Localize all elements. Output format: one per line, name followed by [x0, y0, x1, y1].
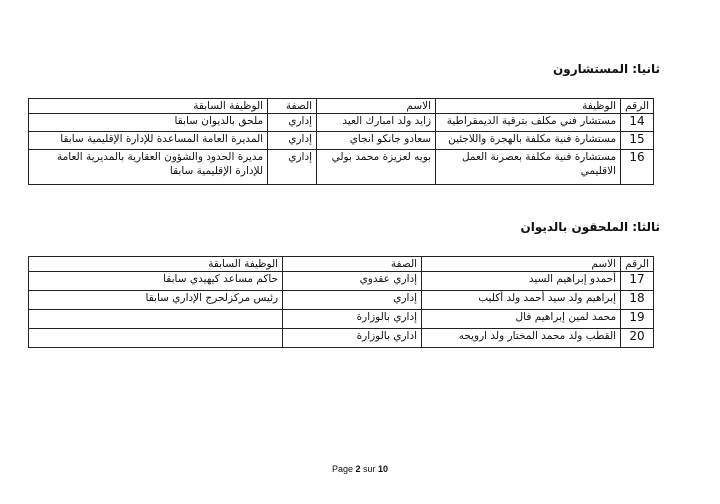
col-header-number: الرقم: [621, 257, 654, 272]
row-name: سعادو جانكو انجاي: [317, 132, 436, 150]
row-previous-job: ملحق بالديوان سابقا: [29, 114, 268, 132]
row-number: 18: [621, 291, 654, 310]
row-name: إبراهيم ولد سيد أحمد ولد أكليب: [422, 291, 621, 310]
row-previous-job: مديرة الحدود والشؤون العقارية بالمديرية العامة للإدارة الإقليمية سابقا: [29, 150, 268, 185]
table-header-row: [29, 257, 654, 272]
row-status: إداري: [268, 132, 317, 150]
col-header-name: الاسم: [422, 257, 621, 272]
attaches-table: [28, 256, 654, 348]
table-row: [29, 114, 654, 132]
section-heading-advisors: ثانيا: المستشارون: [553, 62, 660, 76]
row-name: القطب ولد محمد المختار ولد ارويحه: [422, 329, 621, 348]
table-row: [29, 310, 654, 329]
row-status: إداري بالوزارة: [283, 310, 422, 329]
footer-total-pages: 10: [378, 464, 389, 474]
footer-sep: sur: [363, 464, 376, 474]
row-status: إداري: [268, 150, 317, 185]
row-name: بويه لعزيزة محمد بولي: [317, 150, 436, 185]
table-row: [29, 132, 654, 150]
row-name: محمد لمين إبراهيم فال: [422, 310, 621, 329]
page-footer: [0, 464, 720, 474]
col-header-name: الاسم: [317, 99, 436, 114]
table-row: [29, 329, 654, 348]
row-status: اداري بالوزارة: [283, 329, 422, 348]
row-previous-job: [29, 329, 283, 348]
row-status: إداري عقدوي: [283, 272, 422, 291]
row-previous-job: [29, 310, 283, 329]
footer-page-label: Page: [331, 464, 353, 474]
row-number: 20: [621, 329, 654, 348]
row-status: إداري: [283, 291, 422, 310]
col-header-status: الصفة: [283, 257, 422, 272]
col-header-status: الصفة: [268, 99, 317, 114]
row-name: زايد ولد امبارك العيد: [317, 114, 436, 132]
section-heading-attaches: ثالثا: الملحقون بالديوان: [520, 220, 660, 234]
advisors-table: [28, 98, 654, 185]
row-number: 19: [621, 310, 654, 329]
row-name: أحمدو إبراهيم السيد: [422, 272, 621, 291]
col-header-previous-job: الوظيفة السابقة: [29, 99, 268, 114]
footer-current-page: 2: [355, 464, 361, 474]
table-row: [29, 272, 654, 291]
row-job: مستشار فني مكلف بترقية الديمقراطية: [436, 114, 621, 132]
row-job: مستشارة فنية مكلفة بعصرنة العمل الاقليمي: [436, 150, 621, 185]
table-header-row: [29, 99, 654, 114]
table-row: [29, 150, 654, 185]
row-previous-job: حاكم مساعد كيهيدي سابقا: [29, 272, 283, 291]
row-number: 17: [621, 272, 654, 291]
col-header-job: الوظيفة: [436, 99, 621, 114]
row-number: 14: [621, 114, 654, 132]
table-row: [29, 291, 654, 310]
row-previous-job: رئيس مركزلحرج الإداري سابقا: [29, 291, 283, 310]
col-header-number: الرقم: [621, 99, 654, 114]
col-header-previous-job: الوظيفة السابقة: [29, 257, 283, 272]
row-status: إداري: [268, 114, 317, 132]
row-job: مستشارة فنية مكلفة بالهجرة واللاجئين: [436, 132, 621, 150]
row-previous-job: المديرة العامة المساعدة للإدارة الإقليمية سابقا: [29, 132, 268, 150]
row-number: 16: [621, 150, 654, 185]
row-number: 15: [621, 132, 654, 150]
